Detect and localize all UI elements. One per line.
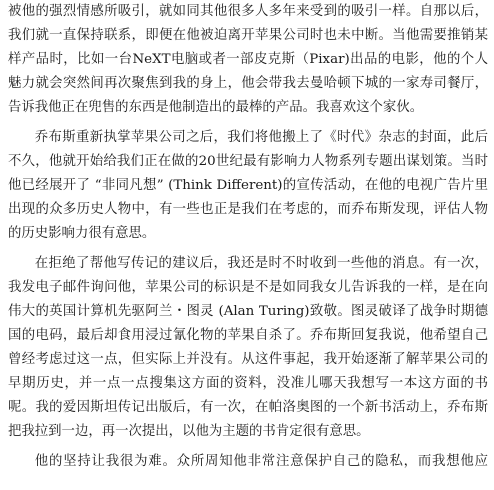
- paragraph-4: 他的坚持让我很为难。众所周知他非常注意保护自己的隐私，而我想他应: [34, 454, 488, 469]
- paragraph-1: 被他的强烈情感所吸引，就如同其他很多人多年来受到的吸引一样。自那以后，我们就一直保持联系，即便在他被迫离开苹果公司时也未中断。当他需要推销某样产品时，比如一台NeXT电脑或者一部皮克斯（Pixar)出品的电影，他的个人魅力就会突然间再次聚焦到我的身上，他会带我去曼哈顿下城的一家寿司餐厅，告诉我他正在兜售的东西是他制造出的最棒的产品。我喜欢这个家伙。: [8, 4, 488, 115]
- paragraph-2: 乔布斯重新执掌苹果公司之后，我们将他搬上了《时代》杂志的封面，此后不久，他就开始给我们正在做的20世纪最有影响力人物系列专题出谋划策。当时他已经展开了 “非同凡想” (Think Different)的宣传活动，在他的电视广告片里出现的众多历史人物中，有一些也正是我们在考虑的，而乔布斯发现，评估人物的历史影响力很有意思。: [8, 130, 488, 241]
- paragraph-3: 在拒绝了帮他写传记的建议后，我还是时不时收到一些他的消息。有一次，我发电子邮件询问他，苹果公司的标识是不是如同我女儿告诉我的一样，是在向伟大的英国计算机先驱阿兰・图灵 (Alan Turing)致敬。图灵破译了战争时期德国的电码，最后却食用浸过氰化物的苹果自杀了。乔布斯回复我说，他希望自己曾经考虑过这一点，但实际上并没有。从这件事起，我开始逐渐了解苹果公司的早期历史，并一点一点搜集这方面的资料，没准儿哪天我想写一本这方面的书呢。我的爱因斯坦传记出版后，有一次，在帕洛奥图的一个新书活动上，乔布斯把我拉到一边，再一次提出，以他为主题的书肯定很有意思。: [8, 256, 488, 439]
- document-page: [8, 0, 488, 490]
